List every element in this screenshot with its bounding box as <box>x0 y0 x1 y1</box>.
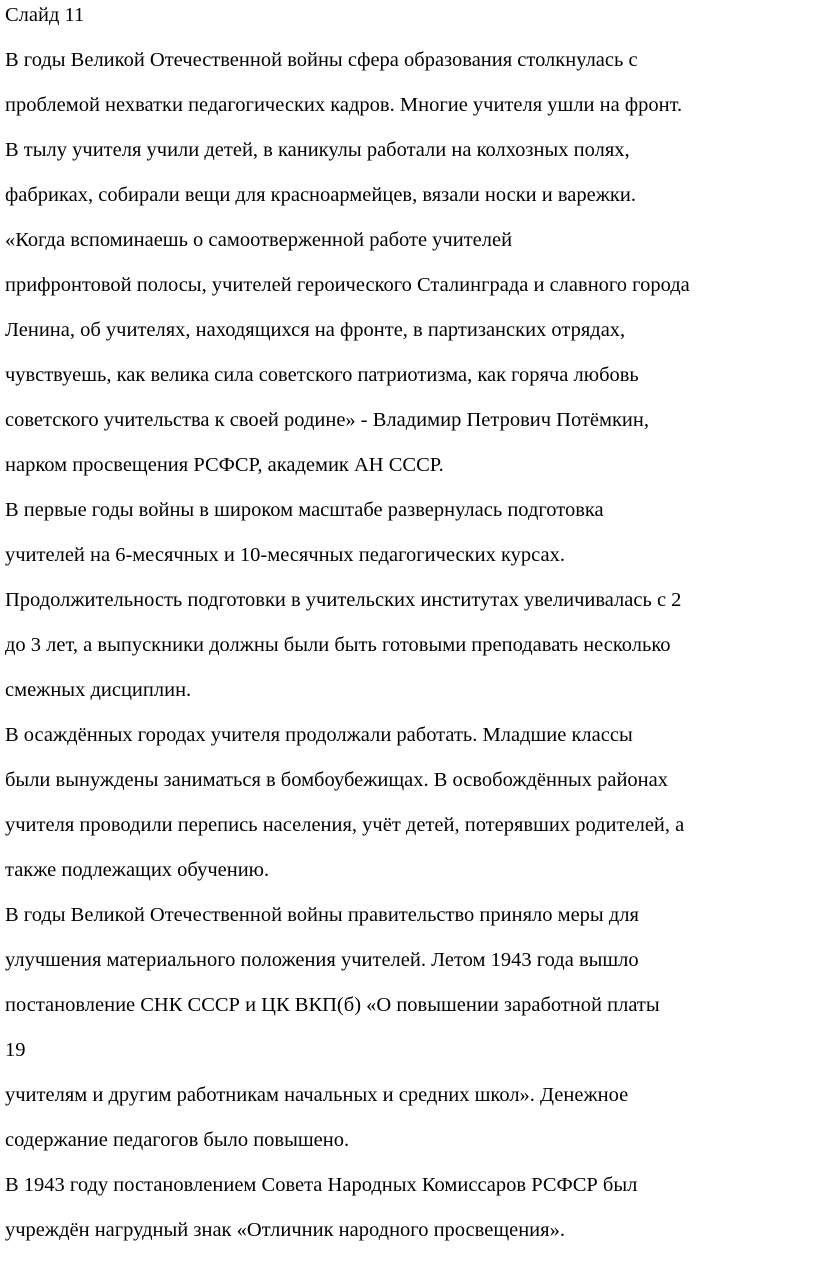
page-number: 19 <box>5 1039 26 1061</box>
quote-line: «Когда вспоминаешь о самоотверженной работе учителей <box>5 229 513 251</box>
text-line: В годы Великой Отечественной войны правительство приняло меры для <box>5 904 639 926</box>
text-line: учителям и другим работникам начальных и средних школ». Денежное <box>5 1084 629 1106</box>
text-line: фабриках, собирали вещи для красноармейцев, вязали носки и варежки. <box>5 184 636 206</box>
text-line: были вынуждены заниматься в бомбоубежищах. В освобождённых районах <box>5 769 669 791</box>
text-line: В 1943 году постановлением Совета Народных Комиссаров РСФСР был <box>5 1174 638 1196</box>
quote-line: чувствуешь, как велика сила советского патриотизма, как горяча любовь <box>5 364 639 386</box>
text-line: улучшения материального положения учителей. Летом 1943 года вышло <box>5 949 639 971</box>
slide-heading: Слайд 11 <box>5 4 85 26</box>
text-line: Продолжительность подготовки в учительских институтах увеличивалась с 2 <box>5 589 682 611</box>
text-line: учителя проводили перепись населения, учёт детей, потерявших родителей, а <box>5 814 685 836</box>
text-line: В тылу учителя учили детей, в каникулы работали на колхозных полях, <box>5 139 630 161</box>
text-line: до 3 лет, а выпускники должны были быть готовыми преподавать несколько <box>5 634 671 656</box>
quote-attribution: нарком просвещения РСФСР, академик АН СССР. <box>5 454 444 476</box>
text-line: смежных дисциплин. <box>5 679 192 701</box>
text-line: В осаждённых городах учителя продолжали работать. Младшие классы <box>5 724 633 746</box>
text-line: содержание педагогов было повышено. <box>5 1129 350 1151</box>
text-line: учреждён нагрудный знак «Отличник народного просвещения». <box>5 1219 565 1241</box>
quote-line: Ленина, об учителях, находящихся на фронте, в партизанских отрядах, <box>5 319 626 341</box>
text-line: В первые годы войны в широком масштабе развернулась подготовка <box>5 499 604 521</box>
quote-line: прифронтовой полосы, учителей героического Сталинграда и славного города <box>5 274 690 296</box>
text-line: учителей на 6-месячных и 10-месячных педагогических курсах. <box>5 544 565 566</box>
text-line: также подлежащих обучению. <box>5 859 270 881</box>
text-line: В годы Великой Отечественной войны сфера образования столкнулась с <box>5 49 638 71</box>
quote-line: советского учительства к своей родине» - Владимир Петрович Потёмкин, <box>5 409 649 431</box>
text-line: постановление СНК СССР и ЦК ВКП(б) «О повышении заработной платы <box>5 994 660 1016</box>
text-line: проблемой нехватки педагогических кадров. Многие учителя ушли на фронт. <box>5 94 683 116</box>
